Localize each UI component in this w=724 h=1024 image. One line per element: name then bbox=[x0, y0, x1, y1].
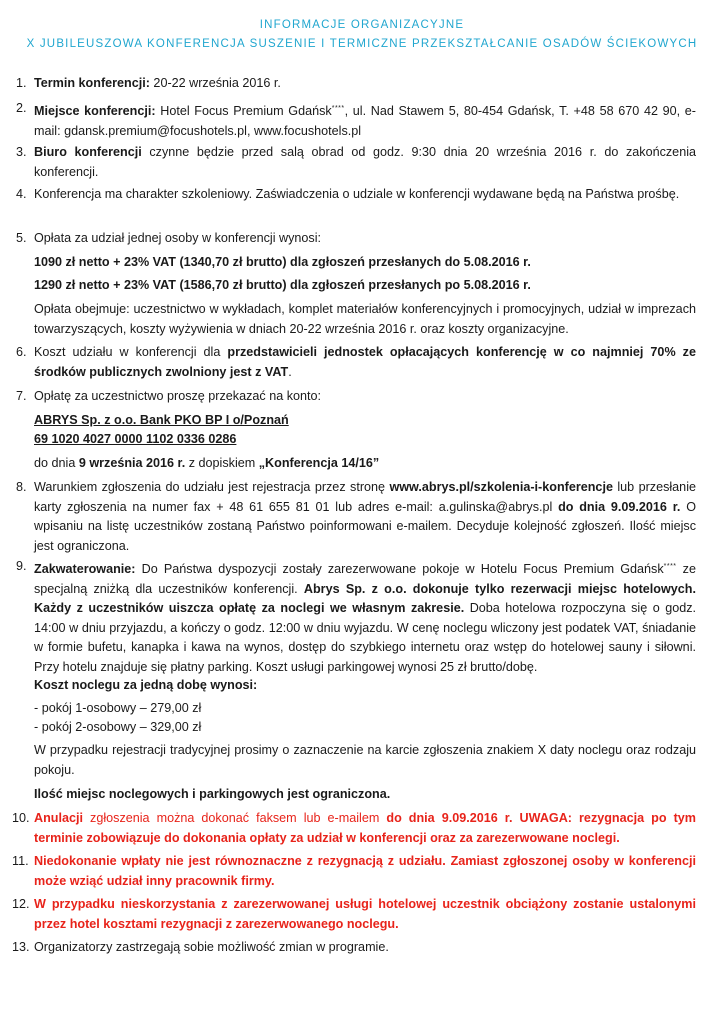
item-label: Zakwaterowanie: bbox=[34, 562, 136, 577]
item-text: . bbox=[288, 364, 292, 379]
limited-places bbox=[34, 785, 696, 805]
page-title: INFORMACJE ORGANIZACYJNE bbox=[259, 19, 465, 31]
item-number: 11. bbox=[12, 854, 29, 868]
item-bold-text: do dnia 9.09.2016 r. UWAGA: rezygnacja po tym terminie zobowiązuje do dokonania opłaty za udział w konferencji oraz za zarezerwowane noclegi. bbox=[34, 811, 696, 845]
hotel-stars: **** bbox=[331, 105, 345, 112]
item-text: , ul. Nad Stawem 5, 80-454 Gdańsk, T. +48 58 670 42 90, e-mail: gdansk.premium@focushotels.pl, www.focushotels.pl bbox=[34, 104, 696, 138]
item-text: Opłatę za uczestnictwo proszę przekazać na konto: bbox=[34, 389, 322, 403]
item-bold-text: Abrys Sp. z o.o. dokonuje tylko rezerwacji miejsc hotelowych. Każdy z uczestników uiszcza opłatę za noclegi we własnym zakresie. bbox=[34, 581, 696, 616]
list-item-6 bbox=[16, 343, 696, 382]
item-text: czynne będzie przed salą obrad od godz. 9:30 dnia 20 września 2016 r. do zakończenia konferencji. bbox=[34, 145, 696, 179]
list-item-13 bbox=[12, 938, 696, 958]
item-text: lub przesłanie karty zgłoszenia na numer fax + 48 61 655 81 01 lub adres e-mail: a.gulinska@abrys.pl bbox=[34, 480, 696, 514]
bank-account-number: 69 1020 4027 0000 1102 0336 0286 bbox=[34, 432, 237, 446]
limited-places-text: Ilość miejsc noclegowych i parkingowych jest ograniczona. bbox=[34, 787, 391, 801]
price-early-text: 1090 zł netto + 23% VAT (1340,70 zł brutto) dla zgłoszeń przesłanych do 5.08.2016 r. bbox=[34, 255, 531, 269]
item-bold-text: przedstawicieli jednostek opłacających konferencję w co najmniej 70% ze środków publicznych zwolniony jest z VAT bbox=[34, 345, 696, 379]
item-text: O wpisaniu na listę uczestników zostaną Państwo poinformowani e-mailem. Decyduje kolejność zgłoszeń. Ilość miejsc jest ograniczona. bbox=[34, 499, 696, 553]
item-number: 1. bbox=[16, 76, 27, 90]
page-subtitle: X JUBILEUSZOWA KONFERENCJA SUSZENIE I TERMICZNE PRZEKSZTAŁCANIE OSADÓW ŚCIEKOWYCH bbox=[26, 38, 698, 50]
item-number: 13. bbox=[12, 940, 30, 954]
transfer-note: „Konferencja 14/16” bbox=[258, 456, 380, 470]
room-cost-label bbox=[34, 676, 696, 696]
room-single-price: - pokój 1-osobowy – 279,00 zł bbox=[34, 701, 202, 715]
due-date: 9 września 2016 r. bbox=[78, 456, 186, 470]
item-label: Termin konferencji: bbox=[34, 76, 150, 90]
item-text: Do Państwa dyspozycji zostały zarezerwowane pokoje w Hotelu Focus Premium Gdańsk bbox=[135, 562, 664, 577]
deadline-date: do dnia 9.09.2016 r. bbox=[558, 499, 681, 514]
item-bold-text: Anulacji bbox=[34, 811, 83, 825]
item-text: z dopiskiem bbox=[185, 456, 259, 470]
price-early bbox=[34, 253, 696, 273]
item-number: 4. bbox=[16, 187, 27, 201]
item-text: Koszt udziału w konferencji dla bbox=[34, 345, 228, 359]
item-number: 7. bbox=[16, 389, 27, 403]
item-number: 12. bbox=[12, 897, 30, 911]
item-text: 20-22 września 2016 r. bbox=[149, 76, 281, 90]
item-text: do dnia bbox=[34, 456, 79, 470]
list-item-7 bbox=[16, 387, 696, 407]
item-number: 8. bbox=[16, 480, 27, 494]
item-text: Doba hotelowa rozpoczyna się o godz. 14:00 w dniu przyjazdu, a kończy o godz. 12:00 w dniu wyjazdu. W cenę noclegu wliczony jest podatek VAT, śniadanie w formie bufetu, kanapka i kawa na wynos, dostęp do szybkiego internetu oraz wstęp do hotelowej sauny i siłowni. Przy hotelu znajduje się płatny parking. Koszt usługi parkingowej wynosi 25 zł brutto/dobę. bbox=[34, 601, 696, 674]
item-text: Konferencja ma charakter szkoleniowy. Zaświadczenia o udziale w konferencji wydawane będą na Państwa prośbę. bbox=[34, 187, 680, 201]
bank-account bbox=[34, 430, 696, 450]
item-text: Opłata za udział jednej osoby w konferencji wynosi: bbox=[34, 231, 322, 245]
list-item-11 bbox=[12, 852, 696, 891]
payment-due bbox=[34, 454, 696, 474]
price-late bbox=[34, 276, 696, 296]
item-text: Hotel Focus Premium Gdańsk bbox=[155, 104, 332, 119]
list-item-5 bbox=[16, 229, 696, 249]
list-item-1 bbox=[16, 74, 696, 94]
item-text: ze specjalną zniżką dla uczestników konferencji. bbox=[34, 562, 696, 596]
bank-name bbox=[34, 411, 696, 431]
list-item-9 bbox=[16, 557, 696, 677]
item-text: Organizatorzy zastrzegają sobie możliwość zmian w programie. bbox=[34, 940, 389, 954]
bank-name-text: ABRYS Sp. z o.o. Bank PKO BP I o/Poznań bbox=[34, 413, 289, 427]
list-item-3 bbox=[16, 143, 696, 182]
item-label: Miejsce konferencji: bbox=[34, 104, 156, 119]
hotel-stars: **** bbox=[663, 563, 677, 570]
room-cost-label-text: Koszt noclegu za jedną dobę wynosi: bbox=[34, 678, 258, 692]
list-item-2 bbox=[16, 99, 696, 141]
item-text: zgłoszenia można dokonać faksem lub e-mailem bbox=[83, 811, 387, 825]
registration-link[interactable]: www.abrys.pl/szkolenia-i-konferencje bbox=[389, 480, 613, 494]
list-item-10 bbox=[12, 809, 696, 848]
list-item-4 bbox=[16, 185, 696, 205]
fee-includes: Opłata obejmuje: uczestnictwo w wykładach, komplet materiałów konferencyjnych i promocyjnych, udział w imprezach towarzyszących, koszty wyżywienia w dniach 20-22 września 2016 r. oraz koszty organizacyjne. bbox=[34, 302, 696, 336]
item-number: 10. bbox=[12, 811, 30, 825]
list-item-8 bbox=[16, 478, 696, 556]
item-number: 3. bbox=[16, 145, 27, 159]
item-label: Biuro konferencji bbox=[34, 145, 142, 159]
item-number: 2. bbox=[16, 101, 27, 115]
item-bold-text: W przypadku nieskorzystania z zarezerwowanej usługi hotelowej uczestnik obciążony zostanie ustalonymi przez hotel kosztami rezygnacji z zarezerwowanego noclegu. bbox=[34, 897, 696, 931]
item-number: 6. bbox=[16, 345, 27, 359]
item-number: 9. bbox=[16, 559, 27, 573]
registration-note: W przypadku rejestracji tradycyjnej prosimy o zaznaczenie na karcie zgłoszenia znakiem X daty noclegu oraz rodzaju pokoju. bbox=[34, 743, 696, 777]
item-text: Warunkiem zgłoszenia do udziału jest rejestracja przez stronę bbox=[34, 480, 390, 494]
list-item-12 bbox=[12, 895, 696, 934]
item-bold-text: Niedokonanie wpłaty nie jest równoznaczne z rezygnacją z udziału. Zamiast zgłoszonej osoby w konferencji może wziąć udział inny pracownik firmy. bbox=[34, 854, 696, 888]
item-number: 5. bbox=[16, 231, 27, 245]
room-double-price: - pokój 2-osobowy – 329,00 zł bbox=[34, 720, 202, 734]
price-late-text: 1290 zł netto + 23% VAT (1586,70 zł brutto) dla zgłoszeń przesłanych po 5.08.2016 r. bbox=[34, 278, 531, 292]
